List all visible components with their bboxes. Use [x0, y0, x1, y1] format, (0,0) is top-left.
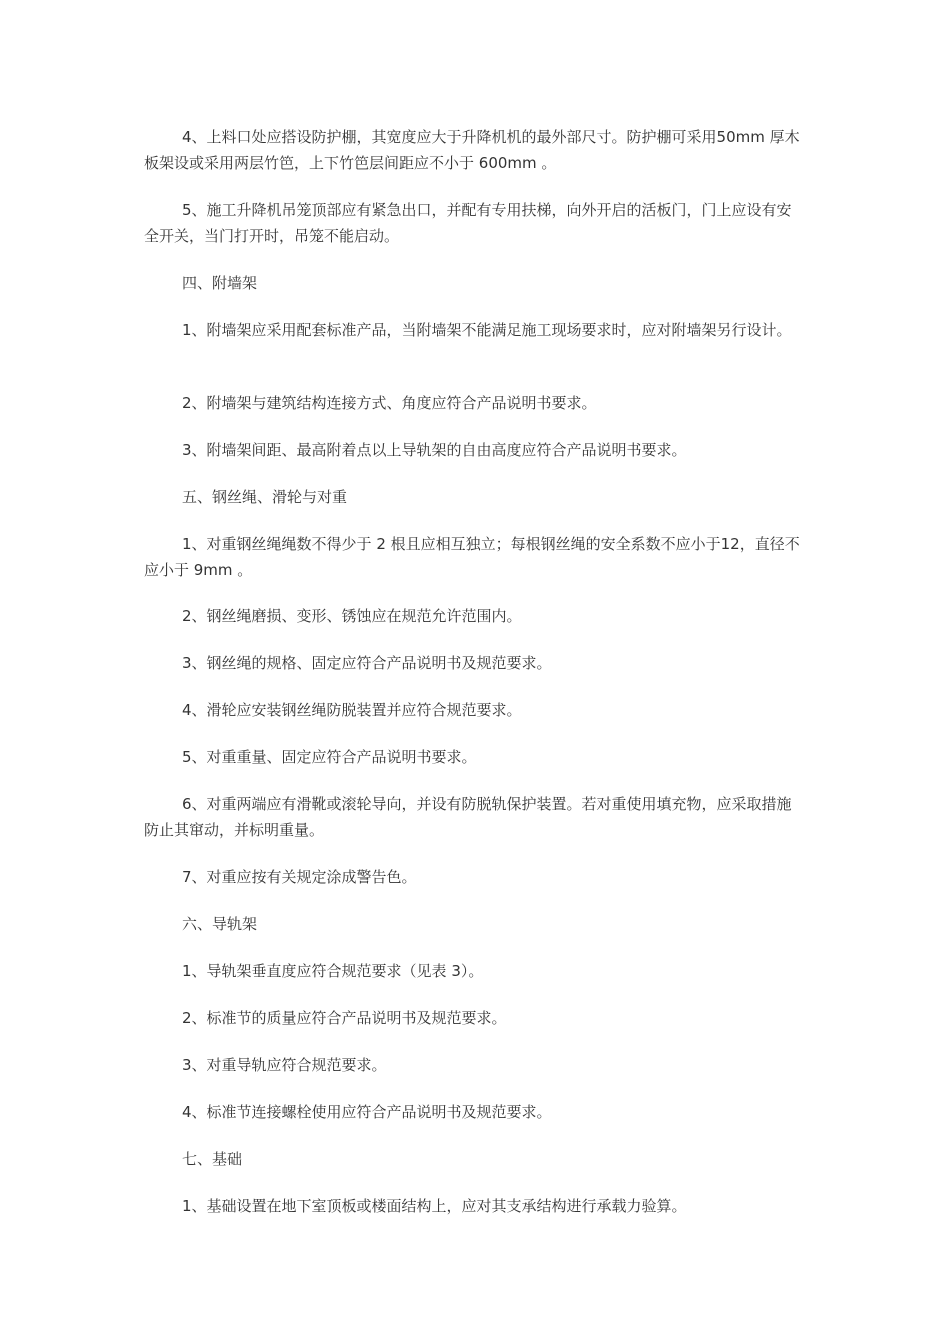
paragraph-rail-verticality: 1、导轨架垂直度应符合规范要求（见表 3）。 — [182, 962, 484, 980]
paragraph-counterweight-warning-color: 7、对重应按有关规定涂成警告色。 — [182, 868, 417, 886]
paragraph-standard-section-quality: 2、标准节的质量应符合产品说明书及规范要求。 — [182, 1009, 507, 1027]
paragraph-counterweight-mass: 5、对重重量、固定应符合产品说明书要求。 — [182, 748, 477, 766]
paragraph-counterweight-rope-count: 1、对重钢丝绳绳数不得少于 2 根且应相互独立；每根钢丝绳的安全系数不应小于12，直径不应小于 9mm 。 — [144, 535, 800, 579]
paragraph-rope-specification: 3、钢丝绳的规格、固定应符合产品说明书及规范要求。 — [182, 654, 552, 672]
paragraph-wall-tie-products: 1、附墙架应采用配套标准产品，当附墙架不能满足施工现场要求时，应对附墙架另行设计。 — [182, 321, 792, 339]
paragraph-foundation-capacity: 1、基础设置在地下室顶板或楼面结构上，应对其支承结构进行承载力验算。 — [182, 1197, 687, 1215]
paragraph-pulley-guard: 4、滑轮应安装钢丝绳防脱装置并应符合规范要求。 — [182, 701, 522, 719]
paragraph-hoist-loading-shelter: 4、上料口处应搭设防护棚，其宽度应大于升降机机的最外部尺寸。防护棚可采用50mm 厚木板架设或采用两层竹笆，上下竹笆层间距应不小于 600mm 。 — [144, 128, 800, 172]
paragraph-wall-tie-connection: 2、附墙架与建筑结构连接方式、角度应符合产品说明书要求。 — [182, 394, 597, 412]
section-heading-foundation: 七、基础 — [182, 1150, 243, 1168]
paragraph-counterweight-guides: 6、对重两端应有滑靴或滚轮导向，并设有防脱轨保护装置。若对重使用填充物，应采取措施防止其窜动，并标明重量。 — [144, 795, 792, 839]
paragraph-section-bolts: 4、标准节连接螺栓使用应符合产品说明书及规范要求。 — [182, 1103, 552, 1121]
section-heading-guide-rail: 六、导轨架 — [182, 915, 258, 933]
paragraph-wall-tie-spacing: 3、附墙架间距、最高附着点以上导轨架的自由高度应符合产品说明书要求。 — [182, 441, 687, 459]
paragraph-counterweight-rail: 3、对重导轨应符合规范要求。 — [182, 1056, 387, 1074]
section-heading-wire-rope: 五、钢丝绳、滑轮与对重 — [182, 488, 348, 506]
paragraph-cage-emergency-exit: 5、施工升降机吊笼顶部应有紧急出口，并配有专用扶梯，向外开启的活板门，门上应设有安全开关，当门打开时，吊笼不能启动。 — [144, 201, 792, 245]
paragraph-rope-wear: 2、钢丝绳磨损、变形、锈蚀应在规范允许范围内。 — [182, 607, 522, 625]
section-heading-wall-ties: 四、附墙架 — [182, 274, 258, 292]
